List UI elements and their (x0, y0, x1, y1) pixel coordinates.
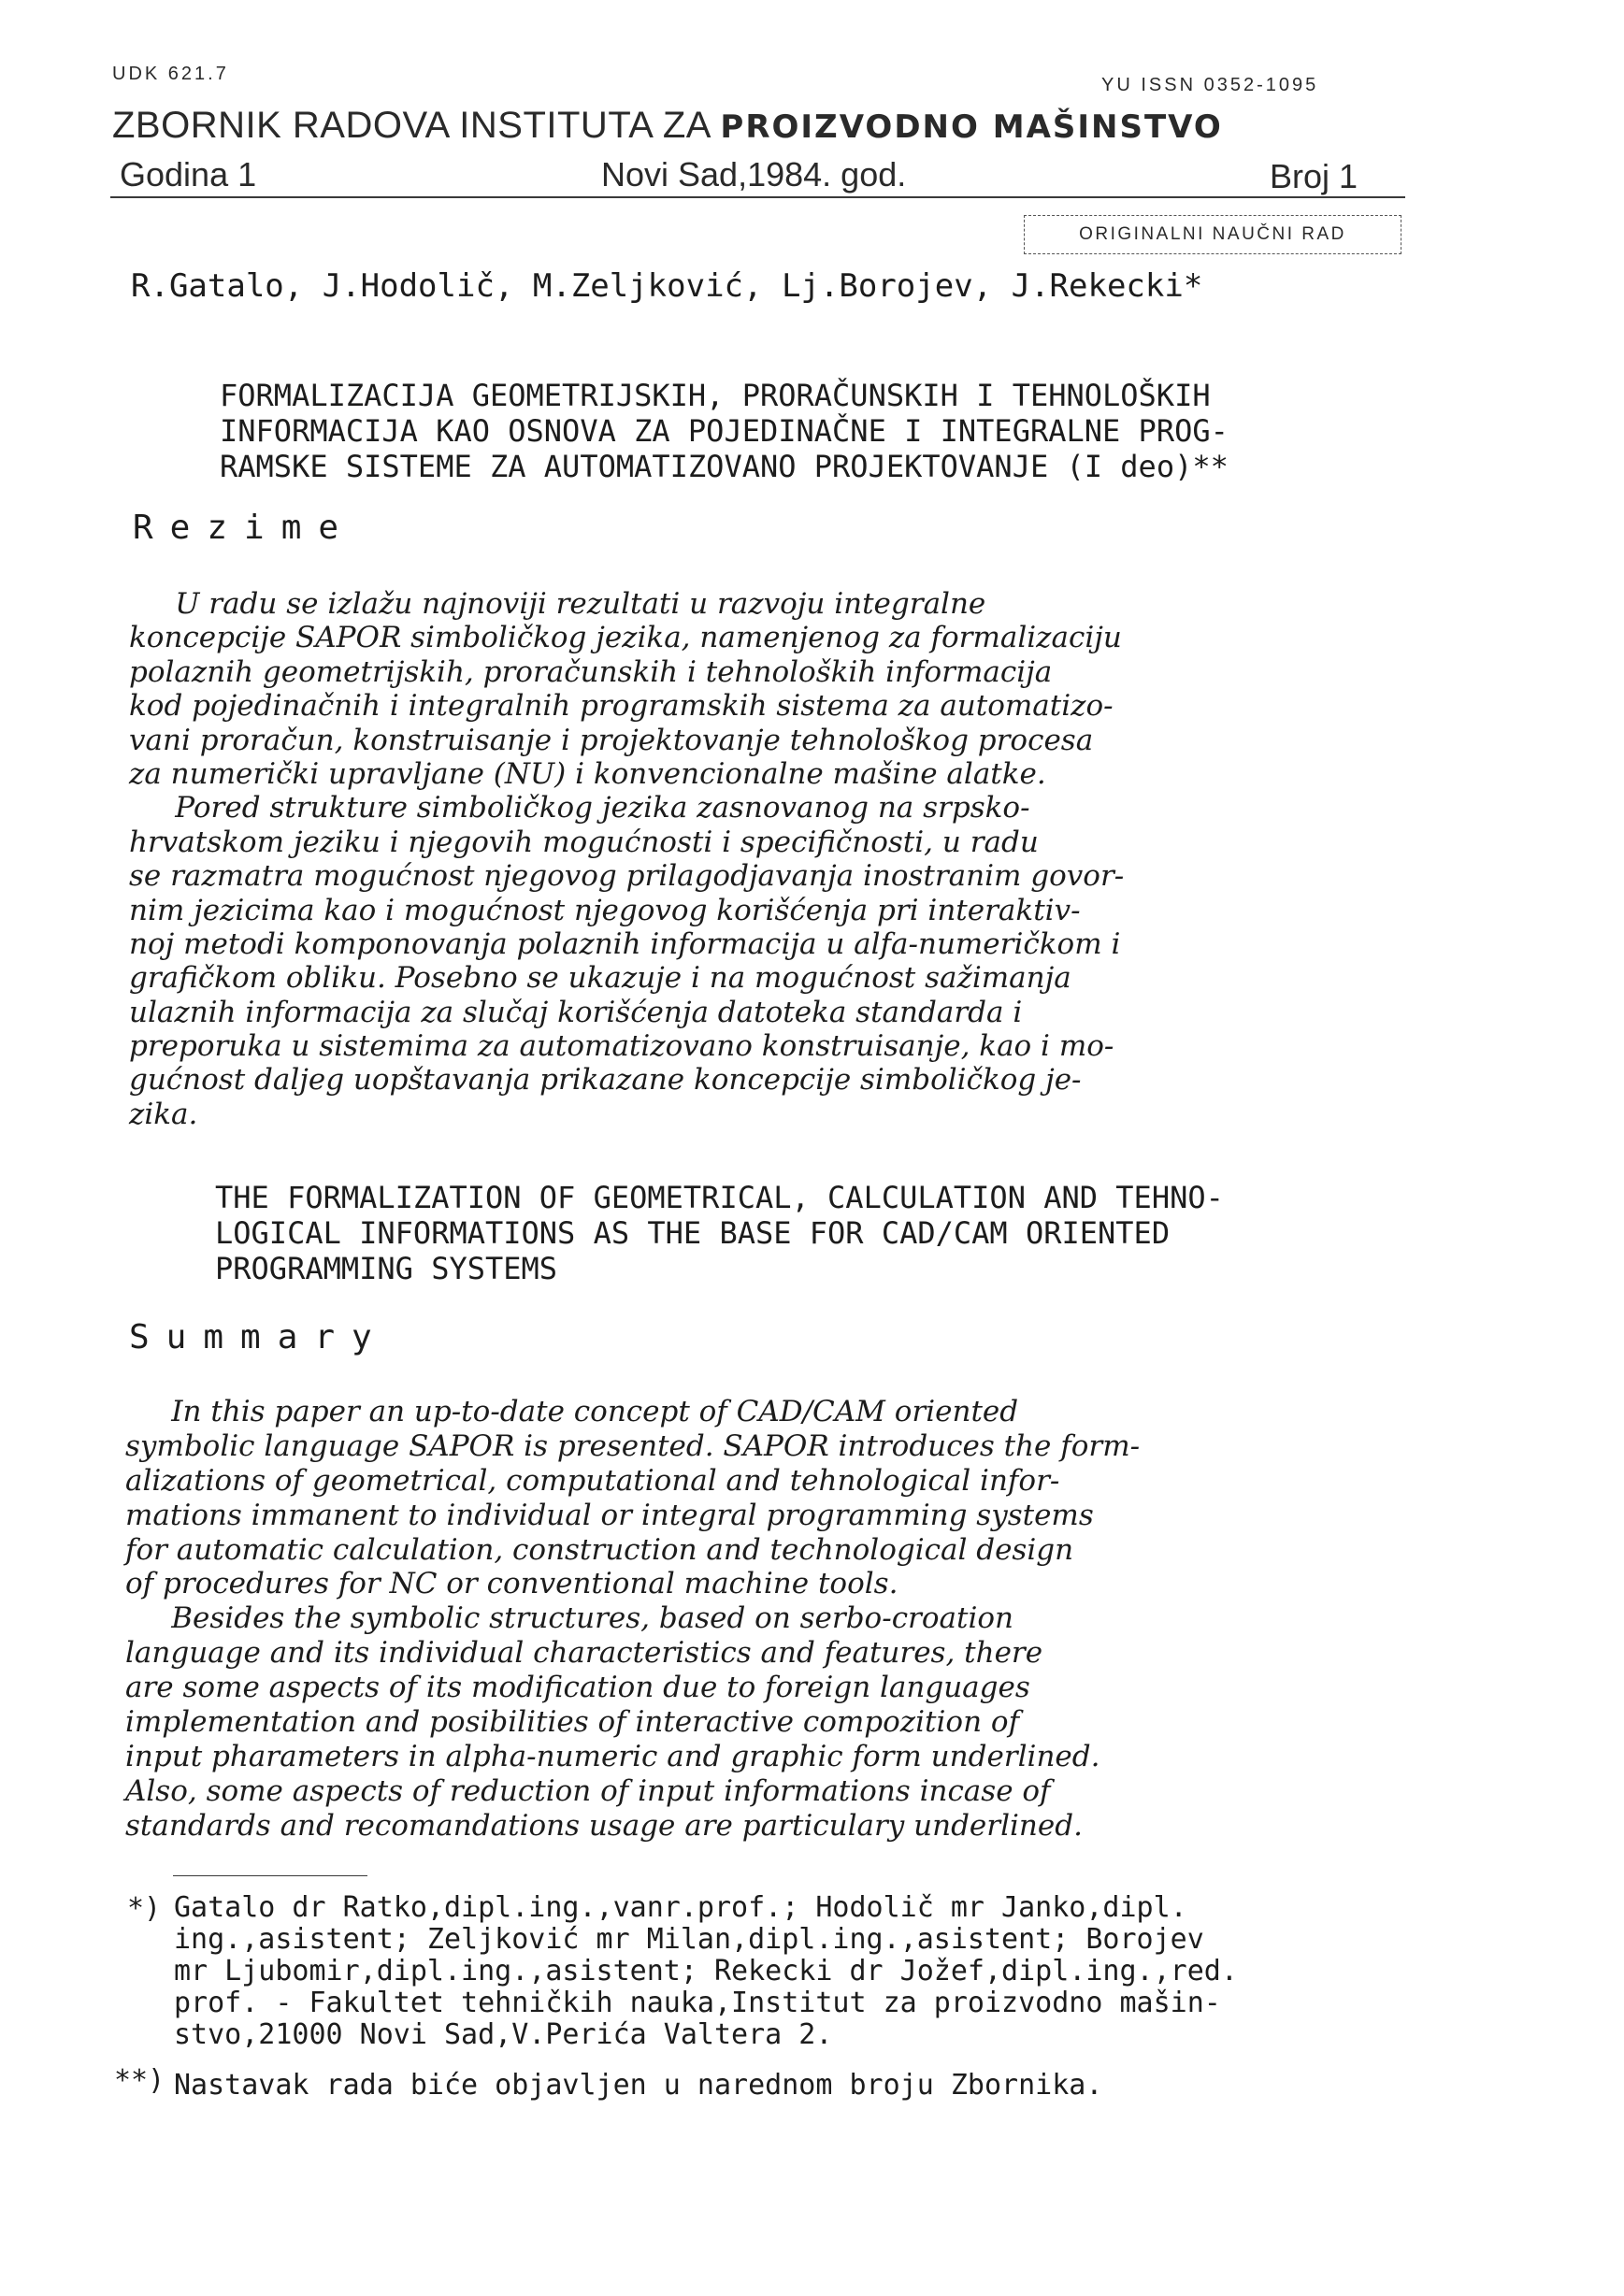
footnote-1-mark: *) (127, 1892, 162, 1925)
footnote-1-line: stvo,21000 Novi Sad,V.Perića Valtera 2. (174, 2018, 833, 2051)
summary-line: mations immanent to individual or integral programming systems (125, 1498, 1094, 1532)
title-serbian-line: RAMSKE SISTEME ZA AUTOMATIZOVANO PROJEKTOVANJE (I deo)** (220, 449, 1229, 484)
title-english-line: THE FORMALIZATION OF GEOMETRICAL, CALCULATION AND TEHNO- (215, 1180, 1224, 1215)
summary-line: for automatic calculation, construction and technological design (125, 1532, 1074, 1567)
rezime-line: gućnost daljeg uopštavanja prikazane koncepcije simboličkog je- (129, 1063, 1082, 1098)
issn-code: YU ISSN 0352-1095 (1101, 75, 1319, 95)
issue-number: Broj 1 (1270, 157, 1358, 195)
summary-line: symbolic language SAPOR is presented. SAPOR introduces the form- (125, 1428, 1141, 1463)
title-english (215, 1180, 1224, 1286)
rezime-body (129, 587, 1124, 1131)
journal-title (112, 105, 1223, 147)
summary-line: Besides the symbolic structures, based on serbo-croation (125, 1601, 1014, 1636)
summary-line: implementation and posibilities of interactive compozition of (125, 1705, 1020, 1740)
footnote-1-line: mr Ljubomir,dipl.ing.,asistent; Rekecki dr Jožef,dipl.ing.,red. (174, 1955, 1238, 1987)
summary-line: standards and recomandations usage are particulary underlined. (125, 1808, 1083, 1843)
rezime-line: hrvatskom jeziku i njegovih mogućnosti i specifičnosti, u radu (129, 825, 1039, 859)
year-label: Godina 1 (120, 155, 257, 194)
rezime-heading: Rezime (133, 509, 356, 547)
rezime-line: zika. (129, 1097, 198, 1131)
rezime-line: koncepcije SAPOR simboličkog jezika, namenjenog za formalizaciju (129, 621, 1122, 655)
rezime-line: Pored strukture simboličkog jezika zasnovanog na srpsko- (129, 791, 1030, 825)
summary-line: Also, some aspects of reduction of input informations incase of (125, 1773, 1051, 1808)
rezime-line: ulaznih informacija za slučaj korišćenja datoteka standarda i (129, 995, 1023, 1029)
journal-title-bold: PROIZVODNO MAŠINSTVO (720, 108, 1223, 146)
summary-line: input pharameters in alpha-numeric and graphic form underlined. (125, 1739, 1100, 1773)
rezime-line: noj metodi komponovanja polaznih informacija u alfa-numeričkom i (129, 926, 1121, 961)
footnote-1-line: ing.,asistent; Zeljković mr Milan,dipl.ing.,asistent; Borojev (174, 1923, 1204, 1956)
rezime-line: U radu se izlažu najnoviji rezultati u razvoju integralne (129, 587, 986, 621)
rezime-line: polaznih geometrijskih, proračunskih i tehnoloških informacija (129, 654, 1053, 689)
header-rule (110, 196, 1405, 198)
footnote-rule (173, 1875, 367, 1876)
summary-line: of procedures for NC or conventional machine tools. (125, 1567, 898, 1601)
summary-line: alizations of geometrical, computational and tehnological infor- (125, 1463, 1060, 1498)
footnote-1-body (174, 1892, 1238, 2051)
journal-title-regular: ZBORNIK RADOVA INSTITUTA ZA (112, 105, 710, 146)
rezime-line: grafičkom obliku. Posebno se ukazuje i na mogućnost sažimanja (129, 961, 1071, 996)
title-english-line: LOGICAL INFORMATIONS AS THE BASE FOR CAD/CAM ORIENTED (215, 1215, 1171, 1251)
rezime-line: kod pojedinačnih i integralnih programskih sistema za automatizo- (129, 689, 1114, 724)
authors: R.Gatalo, J.Hodolič, M.Zeljković, Lj.Borojev, J.Rekecki* (131, 267, 1203, 305)
footnote-2-text: Nastavak rada biće objavljen u narednom broju Zbornika. (174, 2069, 1103, 2102)
title-english-line: PROGRAMMING SYSTEMS (215, 1251, 558, 1286)
rezime-line: preporuka u sistemima za automatizovano konstruisanje, kao i mo- (129, 1029, 1114, 1064)
summary-heading: Summary (129, 1318, 389, 1356)
rezime-line: se razmatra mogućnost njegovog prilagodjavanja inostranim govor- (129, 859, 1125, 894)
paper-type-badge: ORIGINALNI NAUČNI RAD (1024, 215, 1401, 254)
place-date: Novi Sad,1984. god. (601, 155, 907, 194)
footnote-1-line: Gatalo dr Ratko,dipl.ing.,vanr.prof.; Hodolič mr Janko,dipl. (174, 1891, 1187, 1924)
summary-body (125, 1395, 1140, 1844)
title-serbian-line: INFORMACIJA KAO OSNOVA ZA POJEDINAČNE I INTEGRALNE PROG- (220, 413, 1229, 449)
summary-line: language and its individual characteristics and features, there (125, 1636, 1043, 1671)
rezime-line: nim jezicima kao i mogućnost njegovog korišćenja pri interaktiv- (129, 893, 1081, 927)
title-serbian (220, 378, 1229, 484)
udk-code: UDK 621.7 (112, 64, 229, 84)
footnote-2-mark: **) (114, 2064, 165, 2097)
rezime-line: vani proračun, konstruisanje i projektovanje tehnološkog procesa (129, 723, 1094, 757)
summary-line: are some aspects of its modification due to foreign languages (125, 1671, 1030, 1705)
footnote-1-line: prof. - Fakultet tehničkih nauka,Institut za proizvodno mašin- (174, 1987, 1221, 2019)
title-serbian-line: FORMALIZACIJA GEOMETRIJSKIH, PRORAČUNSKIH I TEHNOLOŠKIH (220, 378, 1211, 413)
summary-line: In this paper an up-to-date concept of CAD/CAM oriented (125, 1395, 1019, 1428)
rezime-line: za numerički upravljane (NU) i konvencionalne mašine alatke. (129, 756, 1046, 791)
